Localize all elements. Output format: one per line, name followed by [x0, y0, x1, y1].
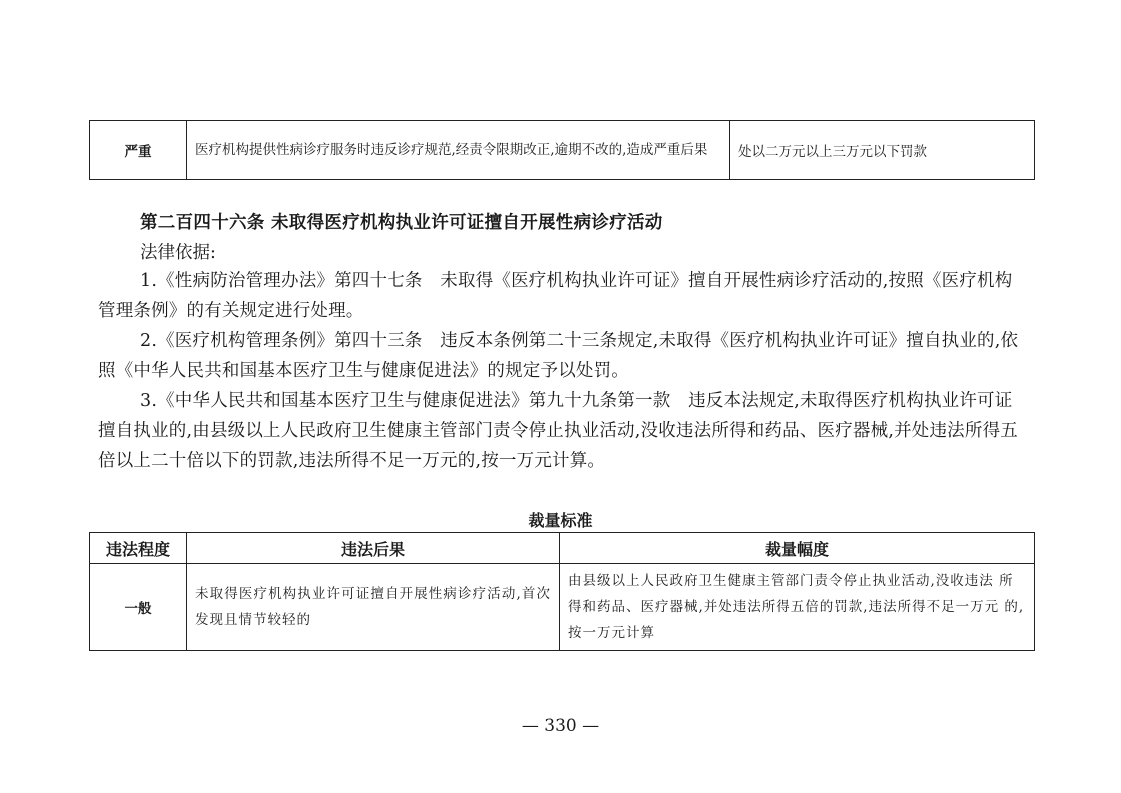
column-header-range: 裁量幅度 — [560, 533, 1035, 564]
discretion-standard-table — [89, 532, 1035, 651]
table-header-row — [90, 533, 1035, 564]
column-header-level: 违法程度 — [90, 533, 187, 564]
consequence-cell: 医疗机构提供性病诊疗服务时违反诊疗规范,经责令限期改正,逾期不改的,造成严重后果 — [187, 121, 730, 180]
table-row — [90, 564, 1035, 651]
article-heading: 第二百四十六条 未取得医疗机构执业许可证擅自开展性病诊疗活动 — [140, 213, 663, 233]
violation-level-cell: 一般 — [90, 564, 187, 651]
legal-basis-paragraph: 2.《医疗机构管理条例》第四十三条 违反本条例第二十三条规定,未取得《医疗机构执业许可证》擅自执业的,依照《中华人民共和国基本医疗卫生与健康促进法》的规定予以处罚。 — [98, 331, 1019, 381]
legal-basis-paragraph: 3.《中华人民共和国基本医疗卫生与健康促进法》第九十九条第一款 违反本法规定,未取得医疗机构执业许可证擅自执业的,由县级以上人民政府卫生健康主管部门责令停止执业活动,没收违法所得和药品、医疗器械,并处违法所得五倍以上二十倍以下的罚款,违法所得不足一万元的,按一万元计算。 — [98, 391, 1018, 471]
consequence-cell: 未取得医疗机构执业许可证擅自开展性病诊疗活动,首次发现且情节较轻的 — [187, 564, 560, 651]
legal-basis-label: 法律依据: — [140, 243, 216, 263]
violation-level-cell: 严重 — [90, 121, 187, 180]
column-header-consequence: 违法后果 — [187, 533, 560, 564]
penalty-cell: 处以二万元以上三万元以下罚款 — [730, 121, 1035, 180]
page-number: — 330 — — [521, 716, 600, 736]
table-caption: 裁量标准 — [528, 511, 593, 530]
discretion-range-cell: 由县级以上人民政府卫生健康主管部门责令停止执业活动,没收违法 所得和药品、医疗器械,并处违法所得五倍的罚款,违法所得不足一万元 的,按一万元计算 — [560, 564, 1035, 651]
table-row — [90, 121, 1035, 180]
legal-basis-paragraph: 1.《性病防治管理办法》第四十七条 未取得《医疗机构执业许可证》擅自开展性病诊疗活动的,按照《医疗机构管理条例》的有关规定进行处理。 — [98, 271, 1013, 321]
top-table — [89, 120, 1035, 180]
